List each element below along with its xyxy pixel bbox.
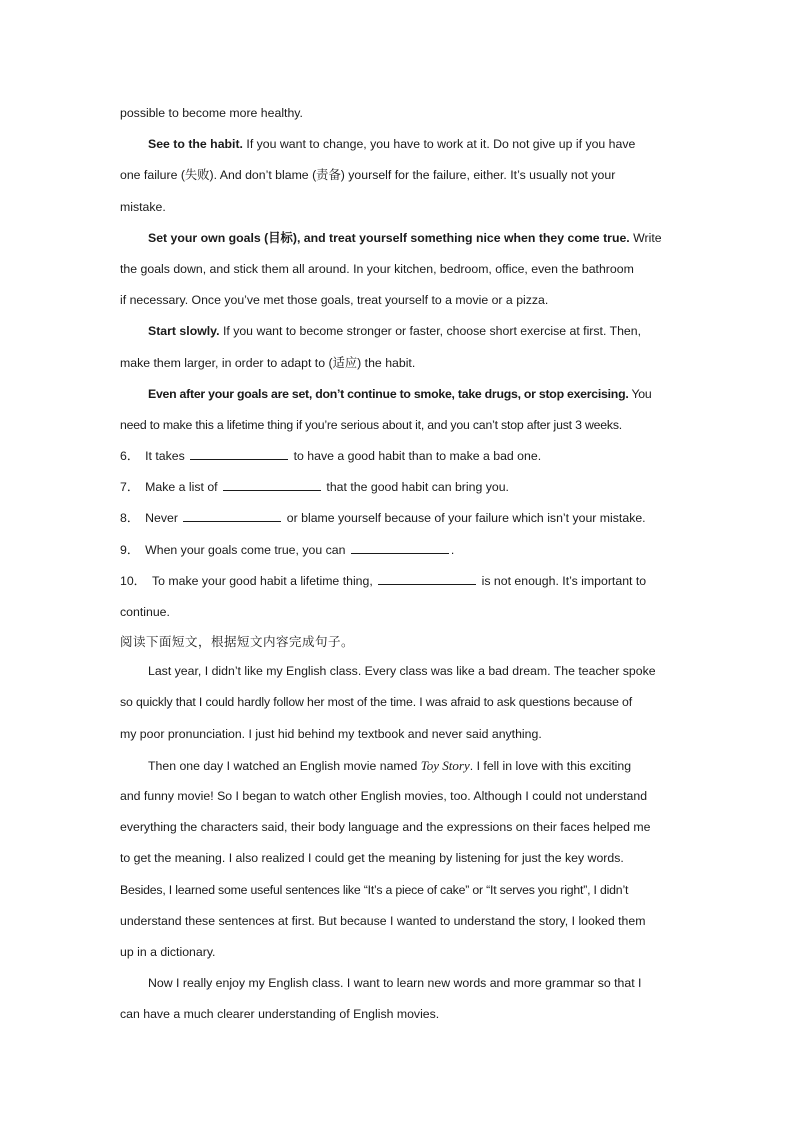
question-number: 8． [120, 511, 140, 526]
tip-text: If you want to change, you have to work at it. Do not give up if you have [242, 137, 636, 152]
passage-line: understand these sentences at first. But because I wanted to understand the story, I looked them [120, 913, 646, 928]
question-text: Never [145, 511, 182, 526]
question-10 [120, 566, 676, 597]
passage-line: my poor pronunciation. I just hid behind my textbook and never said anything. [120, 726, 542, 741]
tip-text: If you want to become stronger or faster, choose short exercise at first. Then, [219, 324, 642, 339]
question-text: is not enough. It’s important to [478, 573, 647, 588]
question-9 [120, 535, 676, 566]
question-number: 9． [120, 542, 140, 557]
passage-line: the goals down, and stick them all around. In your kitchen, bedroom, office, even the bathroom [120, 261, 634, 276]
question-8 [120, 503, 676, 534]
tip-paragraph-continue [120, 379, 676, 410]
movie-title: Toy Story [420, 757, 470, 773]
answer-blank[interactable] [223, 478, 321, 491]
question-10-continued: continue. [120, 605, 170, 619]
tip-heading: Start slowly. [148, 324, 220, 339]
question-text: It takes [145, 449, 189, 464]
passage-line: everything the characters said, their body language and the expressions on their faces helped me [120, 820, 651, 835]
question-text: to have a good habit than to make a bad one. [290, 449, 542, 464]
passage-line: to get the meaning. I also realized I could get the meaning by listening for just the key words. [120, 851, 624, 866]
passage-text: Then one day I watched an English movie named [148, 758, 421, 773]
passage-line: one failure (失败). And don’t blame (责备) yourself for the failure, either. It’s usually not your [120, 168, 616, 183]
answer-blank[interactable] [183, 509, 281, 522]
tip-text: You [628, 386, 652, 401]
question-text: To make your good habit a lifetime thing, [151, 573, 377, 588]
passage-line: need to make this a lifetime thing if you’re serious about it, and you can’t stop after just 3 weeks. [120, 417, 623, 432]
passage-line: Now I really enjoy my English class. I want to learn new words and more grammar so that I [148, 976, 642, 991]
answer-blank[interactable] [351, 541, 449, 554]
passage-line: possible to become more healthy. [120, 106, 303, 120]
tip-heading: See to the habit. [148, 137, 243, 152]
passage-line: and funny movie! So I began to watch other English movies, too. Although I could not understand [120, 788, 648, 803]
passage-line: make them larger, in order to adapt to (适应) the habit. [120, 355, 416, 370]
passage-line: so quickly that I could hardly follow her most of the time. I was afraid to ask questions because of [120, 695, 632, 710]
question-6 [120, 441, 676, 472]
answer-blank[interactable] [378, 572, 476, 585]
question-number: 6． [120, 449, 140, 464]
tip-heading: Set your own goals (目标), and treat yourself something nice when they come true. [148, 230, 630, 245]
tip-paragraph-see-to-habit [120, 129, 676, 160]
tip-paragraph-set-goals [120, 223, 676, 254]
question-text: When your goals come true, you can [145, 542, 349, 557]
passage-line: up in a dictionary. [120, 944, 216, 959]
question-text: or blame yourself because of your failure which isn’t your mistake. [283, 511, 646, 526]
passage-line: can have a much clearer understanding of English movies. [120, 1007, 440, 1022]
passage-text: . I fell in love with this exciting [469, 758, 632, 773]
question-number: 7． [120, 480, 140, 495]
passage-line: Last year, I didn’t like my English class. Every class was like a bad dream. The teacher spoke [148, 664, 656, 679]
passage-line: mistake. [120, 199, 166, 214]
question-7 [120, 472, 676, 503]
question-text: Make a list of [145, 480, 221, 495]
document-page [120, 98, 676, 1030]
passage-line: Besides, I learned some useful sentences like “It’s a piece of cake” or “It serves you right”, I didn’t [120, 882, 629, 897]
question-number: 10． [120, 573, 146, 588]
tip-text: Write [629, 230, 662, 245]
section-instruction: 阅读下面短文，根据短文内容完成句子。 [120, 634, 355, 650]
question-text: that the good habit can bring you. [323, 480, 509, 495]
passage-line: if necessary. Once you’ve met those goals, treat yourself to a movie or a pizza. [120, 293, 549, 308]
question-text: . [450, 542, 455, 557]
answer-blank[interactable] [190, 447, 288, 460]
tip-paragraph-start-slowly [120, 316, 676, 347]
tip-heading: Even after your goals are set, don’t continue to smoke, take drugs, or stop exercising. [148, 386, 629, 401]
passage-line-movie [120, 750, 676, 781]
